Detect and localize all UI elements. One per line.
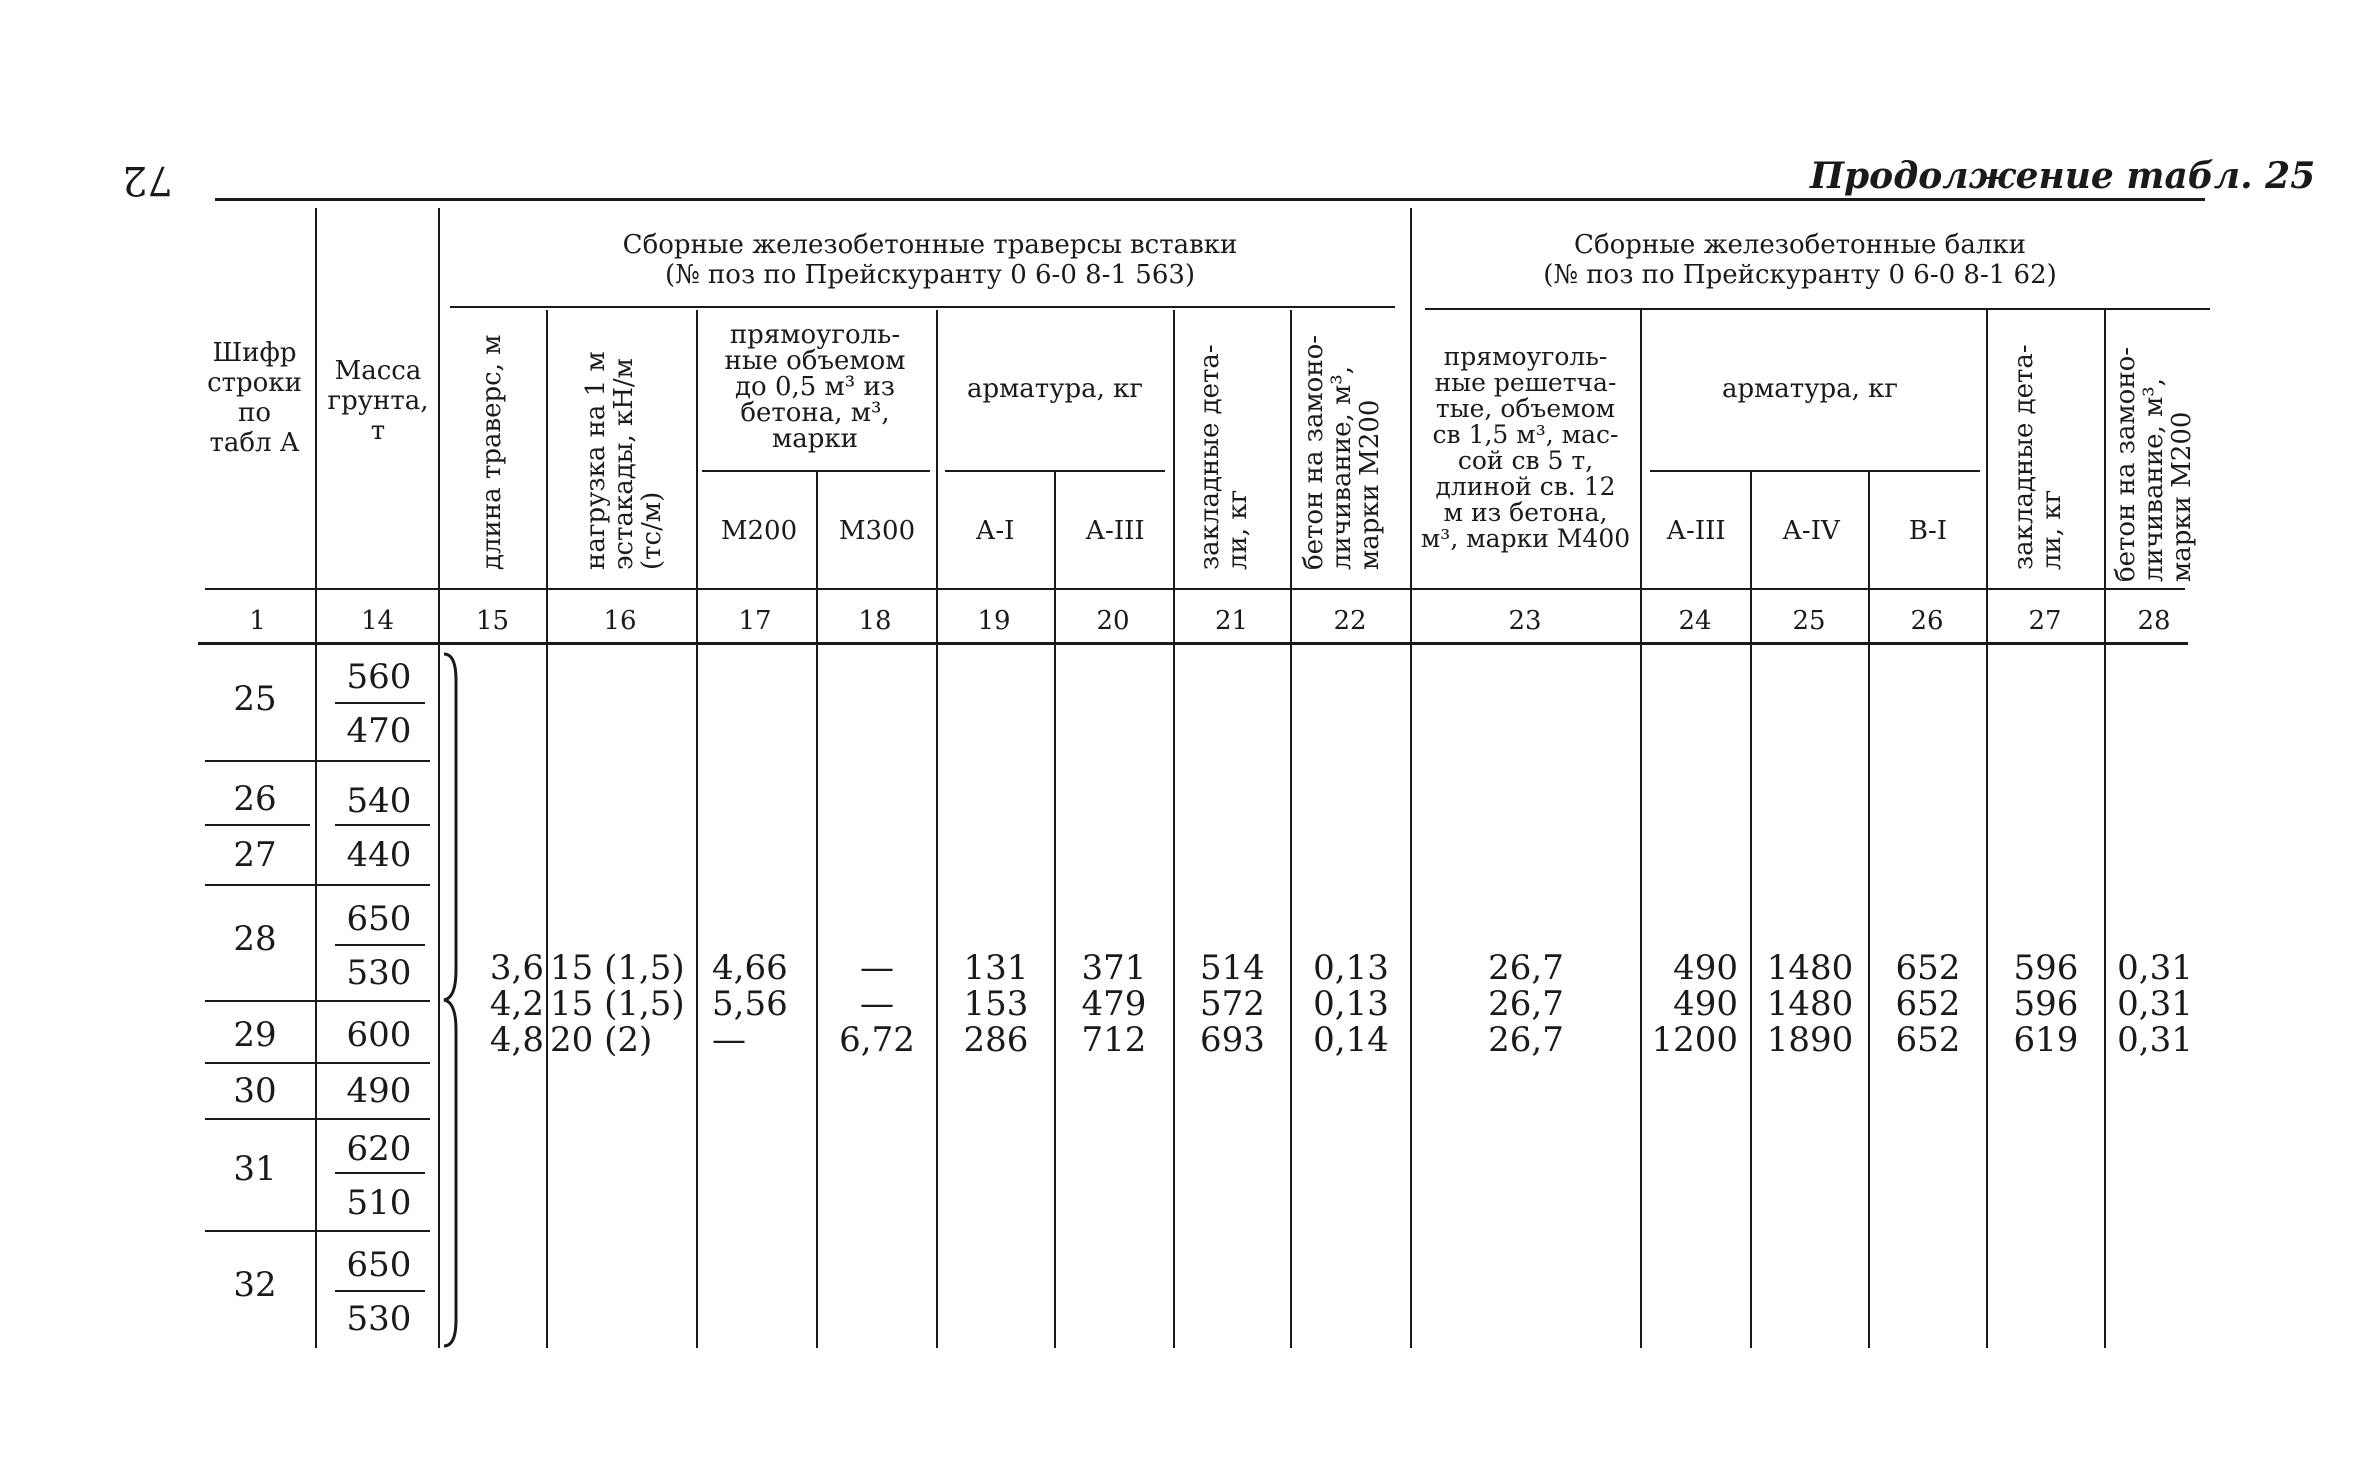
row-code: 25 [233, 679, 277, 719]
header-col27: закладные дета- ли, кг [2009, 344, 2068, 570]
row-divider [205, 1000, 430, 1002]
cell-col19: 131 153 286 [963, 948, 1029, 1060]
mass-value: 490 [346, 1071, 412, 1111]
row-code: 27 [233, 835, 277, 875]
header-col23: прямоуголь- ные решетча- тые, объемом св 1,5 м³, мас- сой св 5 т, длиной св. 12 м из бетона, м³, марки М400 [1420, 342, 1631, 553]
vline-10 [1410, 208, 1412, 1348]
row-code: 30 [233, 1071, 277, 1111]
colnum-1: 1 [249, 606, 266, 636]
colnum-20: 20 [1096, 606, 1130, 636]
mass-value: 600 [346, 1015, 412, 1055]
table-caption: Продолжение табл. 25 [1810, 155, 2316, 197]
cell-col28: 0,31 0,31 0,31 [2117, 948, 2193, 1060]
colnum-28: 28 [2137, 606, 2171, 636]
cell-col23: 26,7 26,7 26,7 [1488, 948, 1564, 1060]
colnum-18: 18 [858, 606, 892, 636]
mass-value: 530 [346, 953, 412, 993]
cell-col24: 490 490 1200 [1651, 948, 1738, 1060]
vline-5 [816, 470, 818, 1348]
header-col14: Масса грунта, т [327, 356, 429, 446]
row-code: 26 [233, 779, 277, 819]
vline-8 [1173, 310, 1175, 1348]
mass-value: 650 [346, 899, 412, 939]
header-col28: бетон на замоно- личивание, м³, марки М200 [2111, 346, 2198, 582]
cell-col26: 652 652 652 [1895, 948, 1961, 1060]
cell-col17: 4,66 5,56 — [712, 948, 788, 1060]
colnum-16: 16 [603, 606, 637, 636]
vline-6 [936, 310, 938, 1348]
row-divider [205, 760, 430, 762]
colnum-26: 26 [1910, 606, 1944, 636]
cell-col16: 15 (1,5) 15 (1,5) 20 (2) [550, 948, 685, 1060]
cell-col15: 3,6 4,2 4,8 [489, 948, 544, 1060]
header-col15: длина траверс, м [477, 334, 507, 570]
cell-col18: — — 6,72 [839, 948, 915, 1060]
colnum-23: 23 [1508, 606, 1542, 636]
mass-fraction-bar [335, 1172, 425, 1174]
mass-value: 620 [346, 1129, 412, 1169]
brace-icon [438, 650, 468, 1350]
header-col17-18: прямоуголь- ные объемом до 0,5 м³ из бетона, м³, марки [724, 320, 906, 454]
colnum-24: 24 [1678, 606, 1712, 636]
mass-fraction-bar [335, 1290, 425, 1292]
header-col18: М300 [838, 516, 916, 546]
row-code: 28 [233, 919, 277, 959]
colnum-25: 25 [1792, 606, 1826, 636]
vline-4 [696, 310, 698, 1348]
cell-col21: 514 572 693 [1200, 948, 1265, 1060]
colnum-15: 15 [475, 606, 510, 636]
colnum-27: 27 [2028, 606, 2062, 636]
mass-value: 440 [346, 835, 412, 875]
subrule-arm2 [1650, 470, 1980, 472]
mass-fraction-bar [335, 944, 425, 946]
header-col20: А-III [1085, 516, 1145, 546]
vline-15 [2104, 310, 2106, 1348]
colnum-17: 17 [738, 606, 772, 636]
header-col22: бетон на замоно- личивание, м³, марки М200 [1299, 334, 1386, 570]
header-armatura-2: арматура, кг [1721, 374, 1899, 404]
colnum-22: 22 [1333, 606, 1367, 636]
colnum-19: 19 [977, 606, 1011, 636]
header-col21: закладные дета- ли, кг [1195, 344, 1254, 570]
mass-value: 540 [346, 781, 412, 821]
header-bottom-rule [205, 588, 2185, 590]
mass-fraction-bar [335, 824, 430, 826]
vline-7 [1054, 470, 1056, 1348]
row-code: 29 [233, 1015, 277, 1055]
group-rule-2 [1425, 308, 2210, 310]
vline-3 [546, 310, 548, 1348]
mass-fraction-bar [335, 702, 425, 704]
vline-9 [1290, 310, 1292, 1348]
colnum-14: 14 [360, 606, 395, 636]
mass-value: 530 [346, 1299, 412, 1339]
header-armatura-1: арматура, кг [966, 374, 1144, 404]
header-col26: В-I [1908, 516, 1948, 546]
row-code: 32 [233, 1265, 277, 1305]
header-col17: М200 [720, 516, 798, 546]
header-col1: Шифр строки по табл А [207, 338, 302, 458]
row-divider [205, 824, 310, 826]
vline-12 [1750, 470, 1752, 1348]
header-col16: нагрузка на 1 м эстакады, кН/м (тс/м) [581, 351, 668, 570]
top-rule [215, 198, 2205, 201]
vline-14 [1986, 310, 1988, 1348]
mass-value: 470 [346, 711, 412, 751]
colnum-21: 21 [1214, 606, 1249, 636]
vline-11 [1640, 310, 1642, 1348]
mass-value: 650 [346, 1245, 412, 1285]
cell-col27: 596 596 619 [2013, 948, 2079, 1060]
mass-value: 560 [346, 657, 412, 697]
row-divider [205, 884, 430, 886]
vline-1 [315, 208, 317, 1348]
row-divider [205, 1062, 430, 1064]
body-top-rule [198, 642, 2188, 645]
row-code: 31 [233, 1149, 277, 1189]
header-col25: А-IV [1782, 516, 1840, 546]
group-header-beams: Сборные железобетонные балки (№ поз по Прейскуранту 0 6-0 8-1 62) [1543, 230, 2057, 290]
row-divider [205, 1230, 430, 1232]
group-rule-1 [450, 306, 1395, 308]
header-col24: А-III [1666, 516, 1726, 546]
group-header-traverses: Сборные железобетонные траверсы вставки (№ поз по Прейскуранту 0 6-0 8-1 563) [622, 230, 1238, 290]
row-divider [205, 1118, 430, 1120]
mass-value: 510 [346, 1183, 412, 1223]
cell-col20: 371 479 712 [1081, 948, 1147, 1060]
page-number: 72 [122, 157, 173, 203]
header-col19: А-I [975, 516, 1015, 546]
cell-col25: 1480 1480 1890 [1766, 948, 1854, 1060]
cell-col22: 0,13 0,13 0,14 [1313, 948, 1389, 1060]
vline-13 [1868, 470, 1870, 1348]
